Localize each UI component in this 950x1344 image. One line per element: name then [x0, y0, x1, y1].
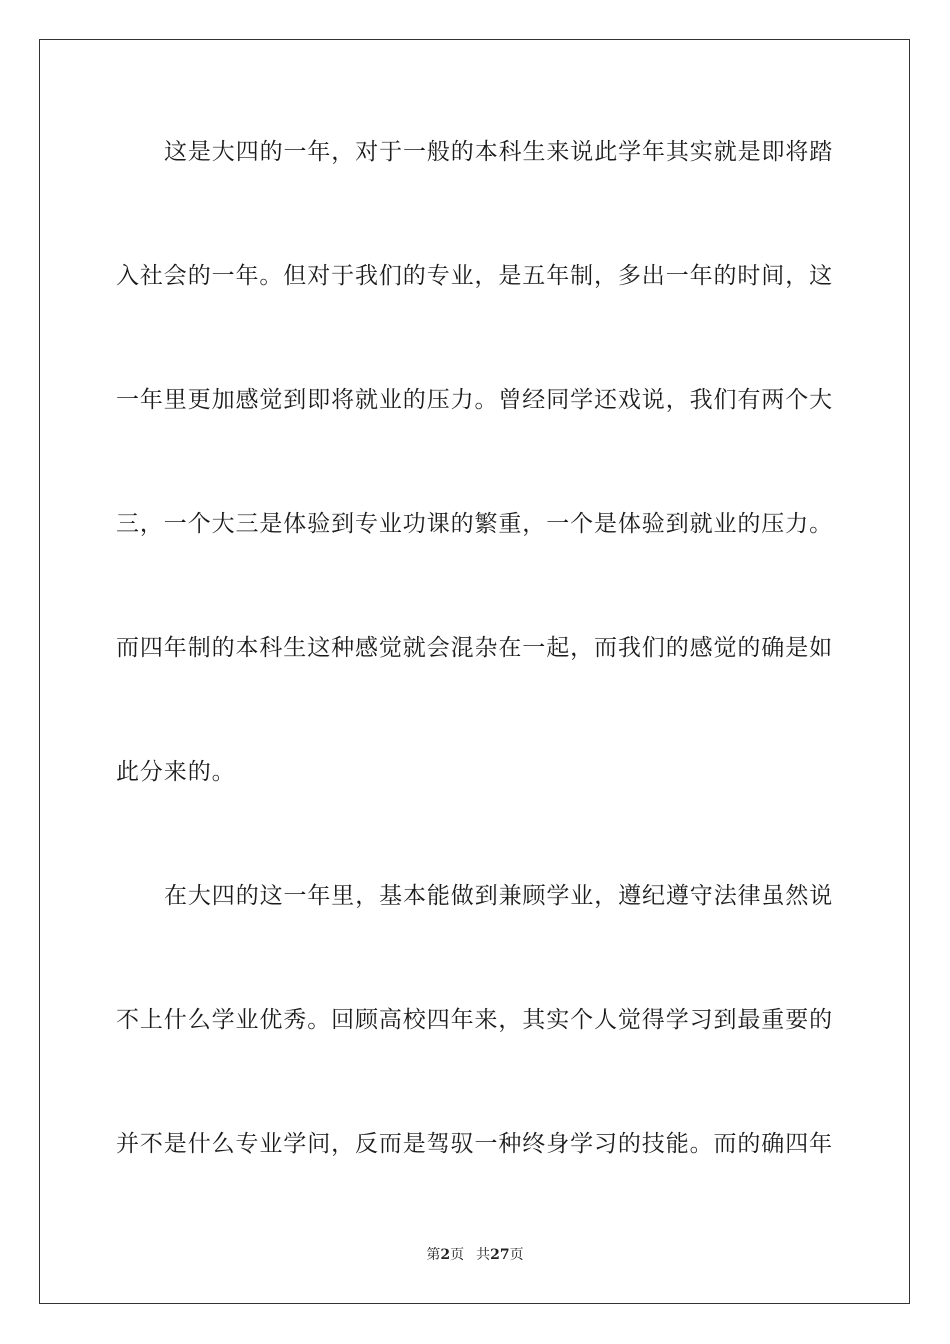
paragraph-1-line-3: 一年里更加感觉到即将就业的压力。曾经同学还戏说，我们有两个大: [116, 387, 833, 413]
page-border: [39, 39, 910, 1304]
paragraph-2-line-3: 并不是什么专业学问，反而是驾驭一种终身学习的技能。而的确四年: [116, 1131, 833, 1157]
page-total: 27: [490, 1247, 510, 1263]
paragraph-1-line-5: 而四年制的本科生这种感觉就会混杂在一起，而我们的感觉的确是如: [116, 635, 833, 661]
paragraph-1-line-4: 三，一个大三是体验到专业功课的繁重，一个是体验到就业的压力。: [116, 511, 833, 537]
paragraph-2-line-2: 不上什么学业优秀。回顾高校四年来，其实个人觉得学习到最重要的: [116, 1007, 833, 1033]
page-footer: [0, 1245, 950, 1265]
page-suffix: 页: [450, 1247, 465, 1263]
paragraph-2-line-1: 在大四的这一年里，基本能做到兼顾学业，遵纪遵守法律虽然说: [164, 883, 834, 909]
total-prefix: 共: [476, 1247, 491, 1263]
page-prefix: 第: [426, 1247, 441, 1263]
paragraph-1-line-6: 此分来的。: [116, 759, 236, 785]
total-suffix: 页: [509, 1247, 524, 1263]
page-current: 2: [440, 1247, 451, 1263]
paragraph-1-line-1: 这是大四的一年，对于一般的本科生来说此学年其实就是即将踏: [164, 139, 834, 165]
paragraph-1-line-2: 入社会的一年。但对于我们的专业，是五年制，多出一年的时间，这: [116, 263, 833, 289]
